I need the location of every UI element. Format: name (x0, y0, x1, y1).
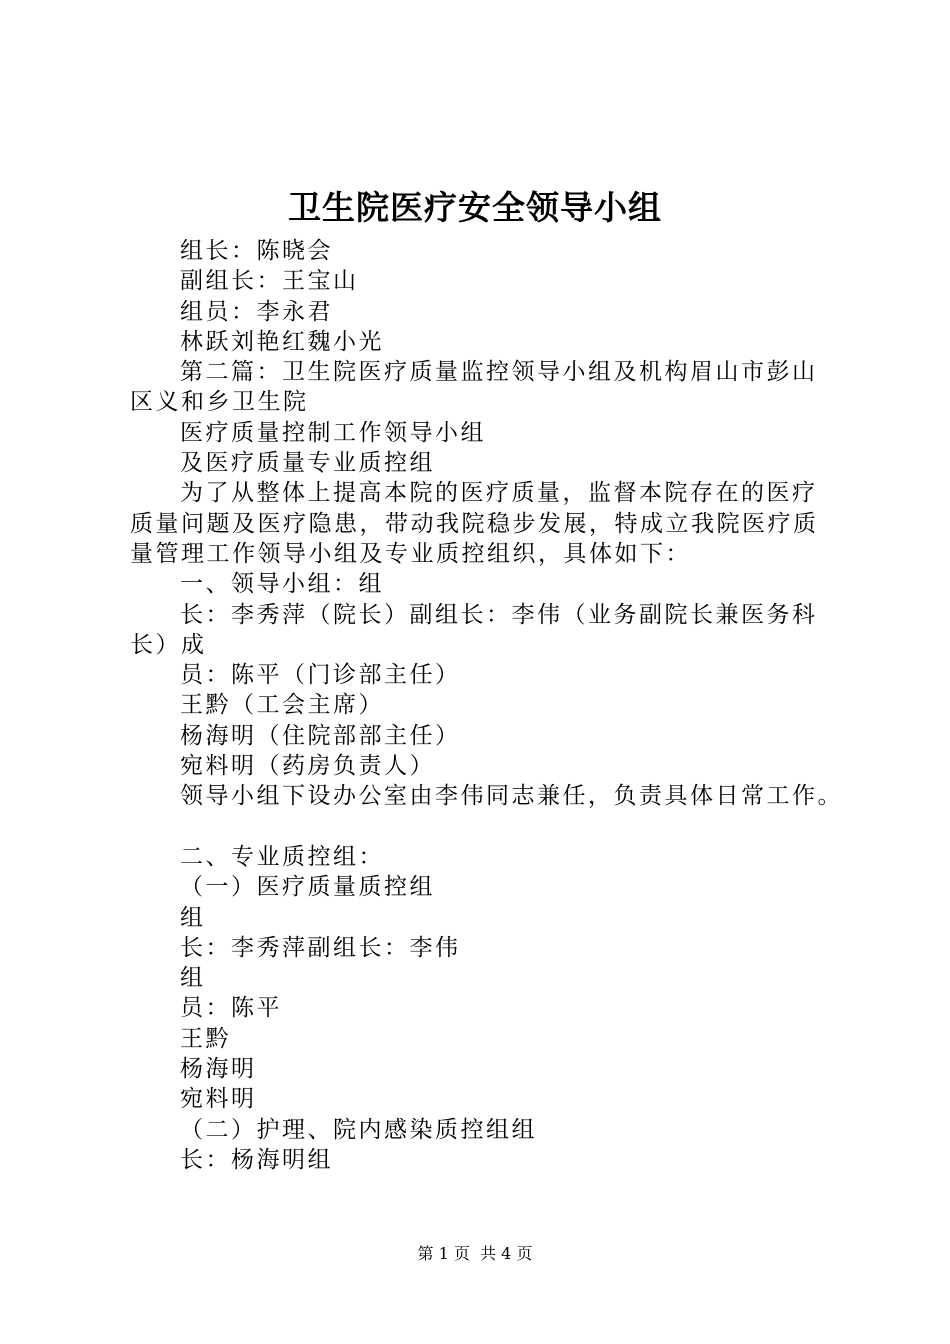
text-line: 一、领导小组：组 (180, 571, 384, 598)
text-line: 组 (180, 965, 206, 992)
text-line: 医疗质量控制工作领导小组 (180, 419, 486, 446)
text-line: 王黔 (180, 1025, 231, 1052)
text-line: 长：杨海明组 (180, 1146, 333, 1173)
text-line: 组员：李永君 (180, 298, 333, 325)
text-line: 为了从整体上提高本院的医疗质量，监督本院存在的医疗 (180, 480, 818, 507)
page-footer (0, 1242, 950, 1266)
text-line: 质量问题及医疗隐患，带动我院稳步发展，特成立我院医疗质 (130, 510, 819, 537)
text-line: 宛料明 (180, 1086, 257, 1113)
text-line: 员：陈平 (180, 995, 282, 1022)
text-line: 王黔（工会主席） (180, 692, 384, 719)
text-line: 长：李秀萍（院长）副组长：李伟（业务副院长兼医务科 (180, 601, 818, 628)
text-line: 副组长：王宝山 (180, 268, 359, 295)
text-line: 杨海明（住院部部主任） (180, 722, 461, 749)
text-line: 宛料明（药房负责人） (180, 753, 435, 780)
text-line: 员：陈平（门诊部主任） (180, 662, 461, 689)
document-title: 卫生院医疗安全领导小组 (288, 188, 662, 227)
text-line: 区义和乡卫生院 (130, 389, 309, 416)
text-line: 长：李秀萍副组长：李伟 (180, 934, 461, 961)
text-line: 第二篇：卫生院医疗质量监控领导小组及机构眉山市彭山 (180, 359, 818, 386)
text-line: 长）成 (130, 631, 207, 658)
text-line: 二、专业质控组： (180, 843, 384, 870)
text-line: （一）医疗质量质控组 (180, 874, 435, 901)
text-line: 林跃刘艳红魏小光 (180, 328, 384, 355)
text-line: 领导小组下设办公室由李伟同志兼任，负责具体日常工作。 (180, 783, 843, 810)
text-line: 组长：陈晓会 (180, 238, 333, 264)
page-number: 第 1 页 共 4 页 (417, 1244, 533, 1263)
text-line: （二）护理、院内感染质控组组 (180, 1116, 537, 1143)
text-line: 及医疗质量专业质控组 (180, 450, 435, 477)
blank-line (130, 812, 850, 842)
text-line: 组 (180, 904, 206, 931)
text-line: 杨海明 (180, 1056, 257, 1083)
document-body (130, 236, 850, 1175)
text-line: 量管理工作领导小组及专业质控组织，具体如下： (130, 540, 691, 567)
